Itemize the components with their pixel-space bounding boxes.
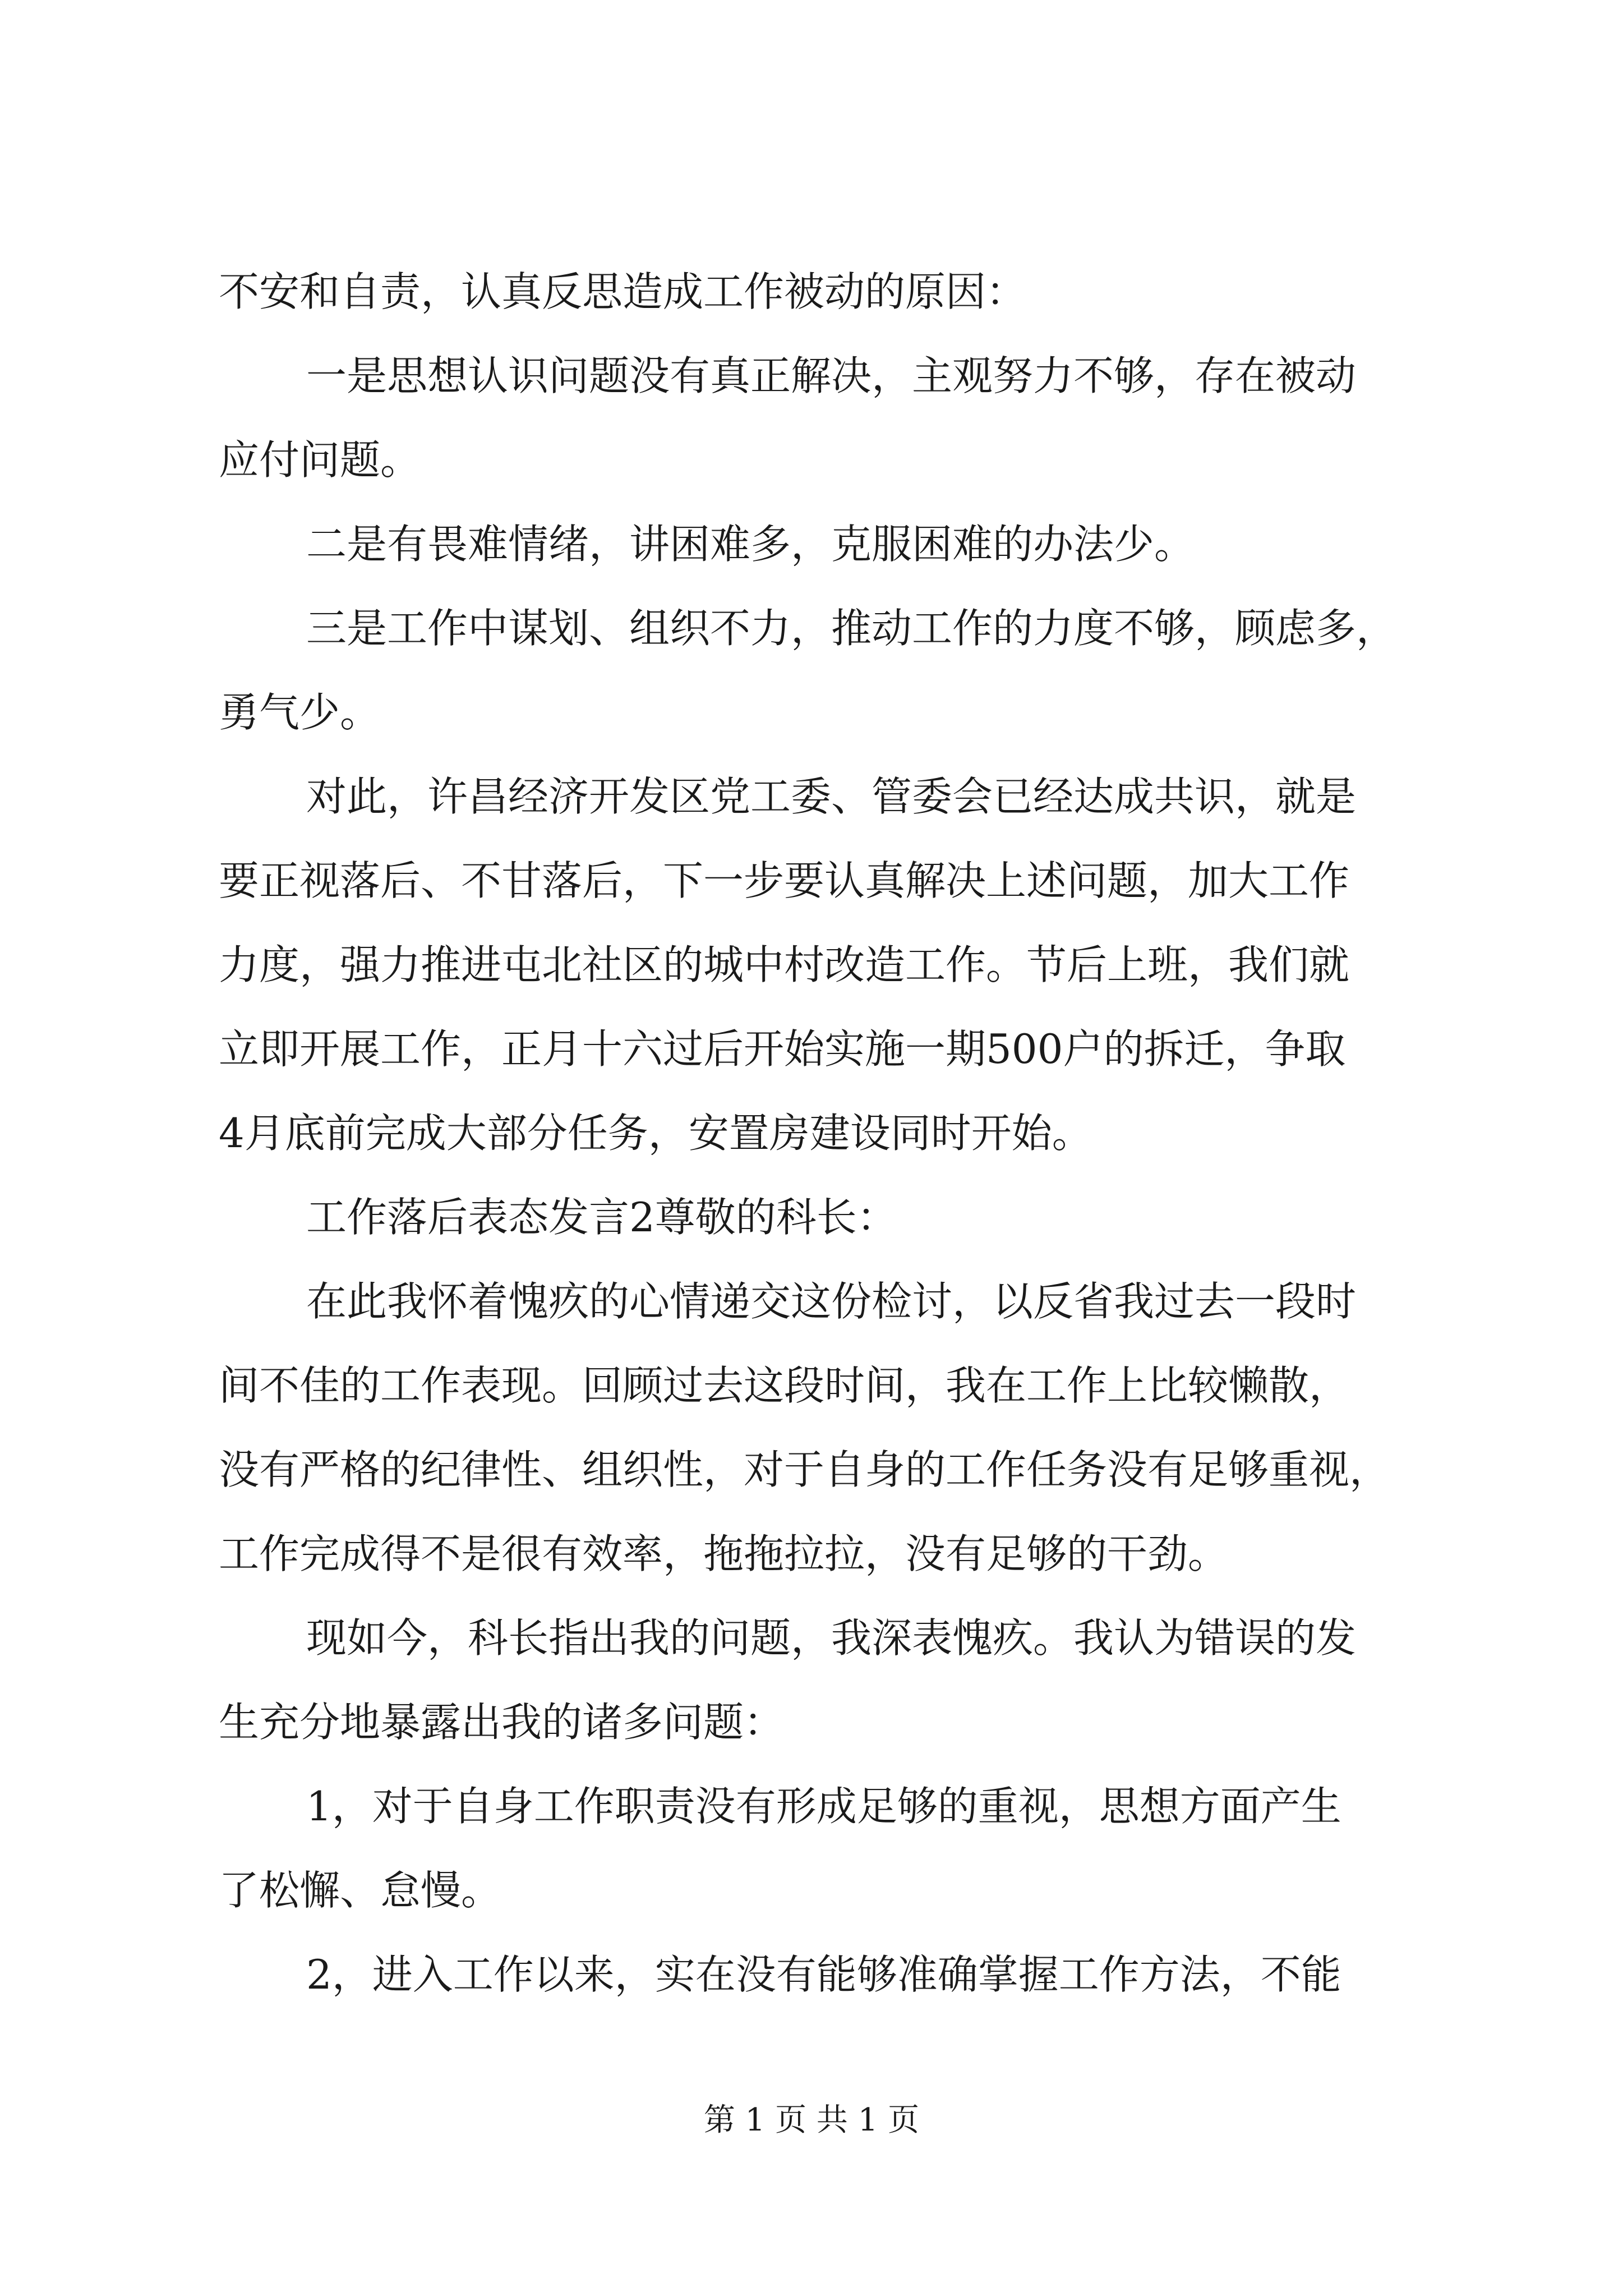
text-line: 4月底前完成大部分任务，安置房建设同时开始。: [219, 1110, 1092, 1157]
text-line: 生充分地暴露出我的诸多问题：: [219, 1699, 785, 1746]
text-line: 工作落后表态发言2尊敬的科长：: [306, 1194, 897, 1241]
text-line: 间不佳的工作表现。回顾过去这段时间，我在工作上比较懒散，: [219, 1362, 1350, 1409]
text-line: 在此我怀着愧疚的心情递交这份检讨，以反省我过去一段时: [306, 1278, 1357, 1325]
text-line: 现如今，科长指出我的问题，我深表愧疚。我认为错误的发: [306, 1614, 1357, 1662]
text-line: 立即开展工作，正月十六过后开始实施一期500户的拆迁，争取: [219, 1025, 1346, 1073]
text-line: 不安和自责，认真反思造成工作被动的原因：: [219, 268, 1027, 315]
text-line: 力度，强力推进屯北社区的城中村改造工作。节后上班，我们就: [219, 941, 1350, 988]
text-line: 三是工作中谋划、组织不力，推动工作的力度不够，顾虑多，: [306, 605, 1397, 652]
text-line: 了松懈、怠慢。: [219, 1867, 502, 1914]
text-line: 1，对于自身工作职责没有形成足够的重视，思想方面产生: [306, 1783, 1341, 1830]
text-line: 工作完成得不是很有效率，拖拖拉拉，没有足够的干劲。: [219, 1530, 1229, 1577]
text-line: 勇气少。: [219, 689, 381, 736]
page-number-footer: 第 1 页 共 1 页: [703, 2102, 920, 2138]
text-line: 应付问题。: [219, 436, 421, 484]
text-line: 要正视落后、不甘落后，下一步要认真解决上述问题，加大工作: [219, 857, 1350, 904]
text-line: 2，进入工作以来，实在没有能够准确掌握工作方法，不能: [306, 1951, 1341, 1998]
text-line: 对此，许昌经济开发区党工委、管委会已经达成共识，就是: [306, 773, 1357, 820]
text-line: 二是有畏难情绪，讲困难多，克服困难的办法少。: [306, 521, 1195, 568]
text-line: 没有严格的纪律性、组织性，对于自身的工作任务没有足够重视，: [219, 1446, 1390, 1493]
text-line: 一是思想认识问题没有真正解决，主观努力不够，存在被动: [306, 352, 1357, 399]
